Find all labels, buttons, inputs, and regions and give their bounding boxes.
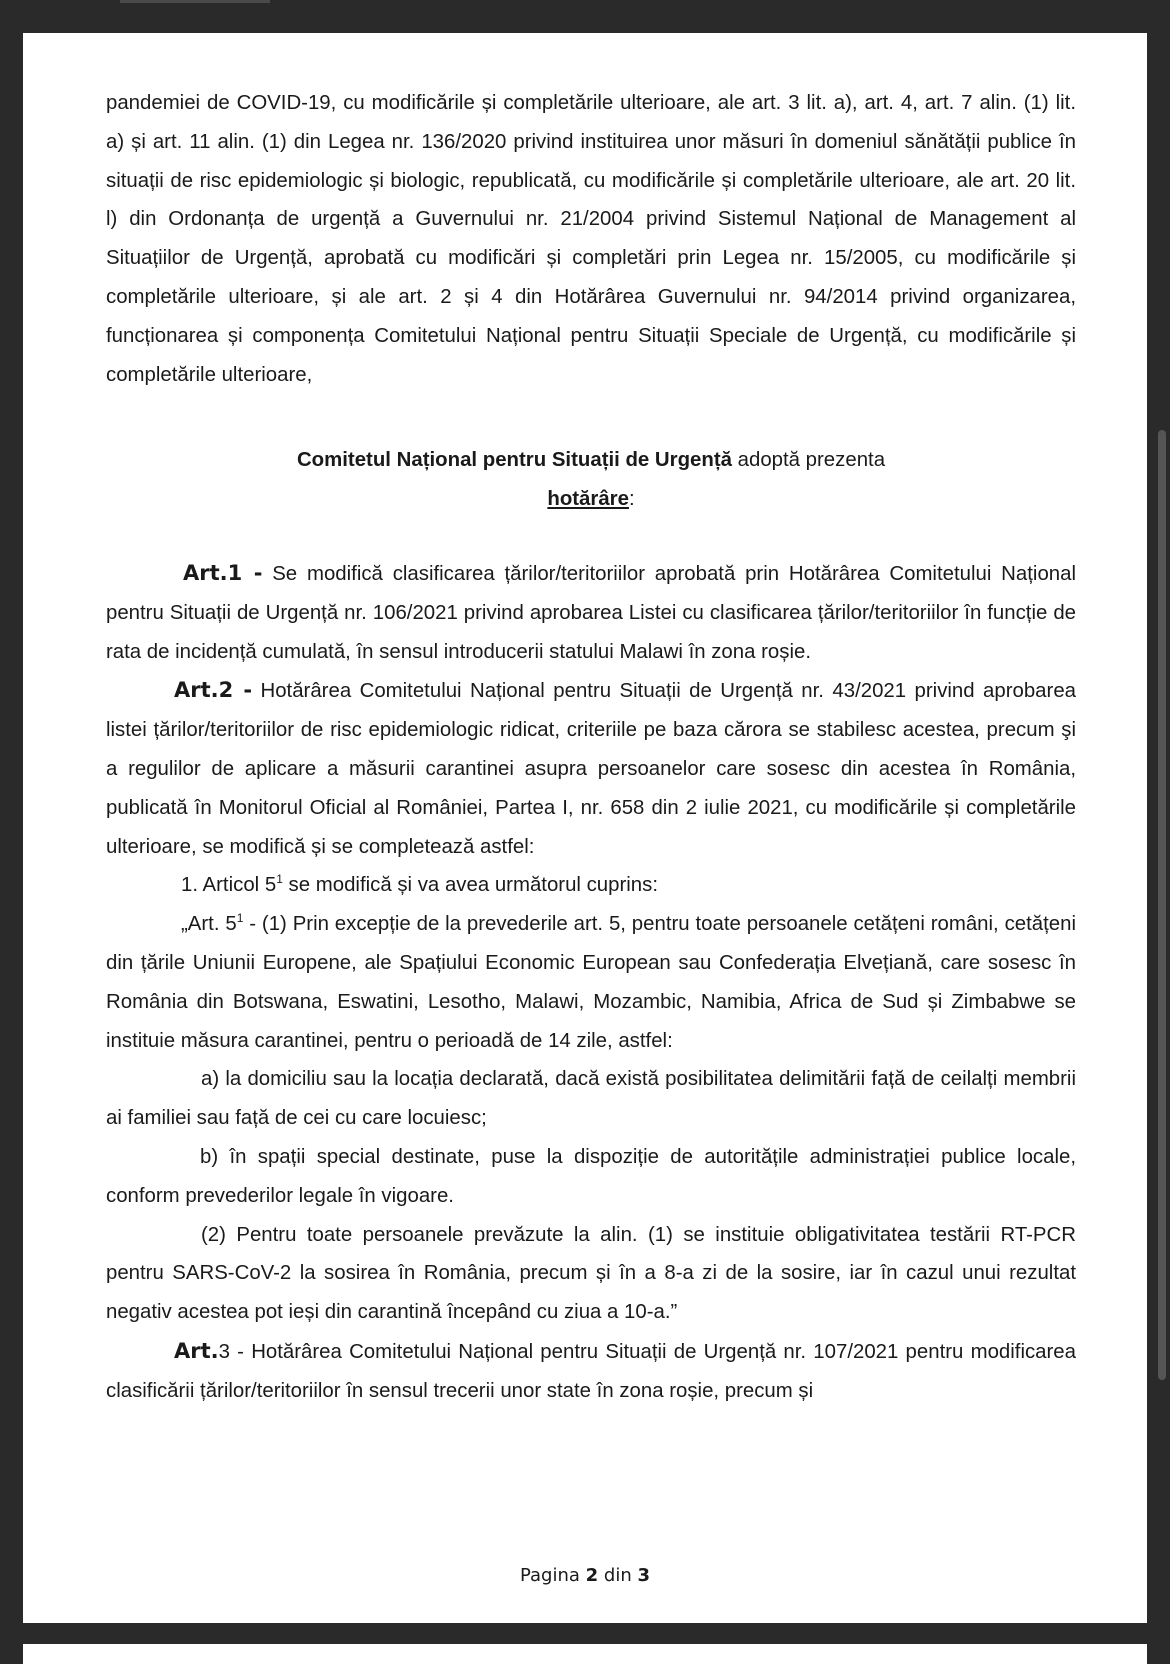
footer-pagina: Pagina [519,1565,586,1586]
item-1 [106,866,1076,905]
committee-name: Comitetul Național pentru Situații de Urgență [296,449,732,472]
preamble-line: sănătății publice în situații de risc epidemiologic și biologic, republicată, cu modificările și [106,130,1076,192]
quoted-article [106,905,1076,1060]
quote-post: - (1) Prin excepție de la prevederile art. 5, pentru toate persoanele cetățeni români, cetățeni din țările Uniunii Europene, ale Spațiului Economic European sau Confederația Elvețiană, care sosesc în România din Botswana, Eswatini, Lesotho, Malawi, Mozambic, Namibia, Africa de Sud și Zimbabwe se instituie măsura carantinei, pentru o perioadă de 14 zile, astfel: [106,913,1076,1052]
item-1-sup: 1 [276,872,283,887]
item-1-pre: 1. Articol 5 [181,874,277,897]
hotarare-title: hotărâre [547,488,629,511]
preamble-line: Hotărârea Guvernului nr. 94/2014 privind organizarea, funcționarea și componența Comitetului [106,285,1076,347]
article-3-label: Art. [174,1338,219,1363]
article-3-text: - Hotărârea Comitetului Național pentru Situații de Urgență nr. 107/2021 pentru modificarea clasificării țărilor/teritoriilor în sensul trecerii unor state în zona roșie, precum și [106,1340,1076,1402]
preamble-line: privind Sistemul Național de Management al Situațiilor de Urgență, aprobată cu modificări și [106,208,1077,270]
point-a: a) la domiciliu sau la locația declarată, dacă există posibilitatea delimitării față de ceilalți membrii ai familiei sau față de cei cu care locuiesc; [106,1068,1076,1130]
hotarare-colon: : [628,488,635,511]
article-2-text: Hotărârea Comitetului Național pentru Situații de Urgență nr. 43/2021 privind aprobarea listei țărilor/teritoriilor de risc epidemiologic ridicat, criteriile pe baza cărora se stabilesc acestea, precum şi a regulilor de aplicare a măsurii carantinei asupra persoanelor care sosesc din acestea în România, publicată în Monitorul Oficial al României, Partea I, nr. 658 din 2 iulie 2021, cu modificările și completările ulterioare, se modifică și se completează astfel: [106,680,1076,858]
top-tab-edge [120,0,270,3]
preamble-line: completări prin Legea nr. 15/2005, cu modificările și completările ulterioare, și ale art. 2 și 4 din [106,247,1077,308]
footer-total-pages: 3 [637,1565,650,1586]
quote-pre: „Art. 5 [181,913,237,936]
next-page-edge [23,1644,1147,1664]
preamble-paragraph [106,84,1076,394]
article-1-text: Se modifică clasificarea țărilor/teritoriilor aprobată prin Hotărârea Comitetului Național pentru Situații de Urgență nr. 106/2021 privind aprobarea Listei cu clasificarea țărilor/teritoriilor în funcție de rata de incidență cumulată, în sensul introducerii statului Malawi în zona roșie. [106,562,1076,663]
page-footer [23,1565,1147,1586]
preamble-line: completările ulterioare, ale art. 20 lit. l) din Ordonanța de urgență a Guvernului nr. 21/2004 [106,169,1076,231]
paragraph-2: (2) Pentru toate persoanele prevăzute la alin. (1) se instituie obligativitatea testării RT-PCR pentru SARS-CoV-2 la sosirea în România, precum și în a 8-a zi de la sosire, iar în cazul unui rezultat negativ acestea pot ieși din carantină începând cu ziua a 10-a.” [106,1223,1076,1324]
article-1-label: Art.1 - [183,560,263,585]
item-1-post: se modifică și va avea următorul cuprins: [282,874,659,897]
article-3 [106,1332,1076,1411]
article-1 [106,554,1076,671]
article-2-label: Art.2 - [174,678,253,703]
document-content [106,84,1076,1411]
point-b: b) în spații special destinate, puse la dispoziție de autoritățile administrației publice locale, conform prevederilor legale în vigoare. [106,1145,1076,1207]
hotarare-line [106,480,1076,519]
footer-current-page: 2 [585,1565,599,1586]
article-3-label-num: 3 [218,1340,230,1363]
adoption-line [106,441,1076,480]
adopts-text: adoptă prezenta [731,449,886,472]
preamble-line: pandemiei de COVID-19, cu modificările și completările ulterioare, ale art. 3 lit. a), art. 4, art. 7 [106,92,973,114]
quote-sup: 1 [236,911,244,926]
preamble-line: Național pentru Situații Speciale de Urgență, cu modificările și completările ulterioare, [106,324,1077,386]
preamble-line: alin. (1) lit. a) și art. 11 alin. (1) din Legea nr. 136/2020 privind instituirea unor măsuri în domeniul [106,92,1076,153]
article-2 [106,671,1076,866]
scrollbar[interactable] [1158,430,1166,1380]
footer-din: din [598,1565,638,1586]
